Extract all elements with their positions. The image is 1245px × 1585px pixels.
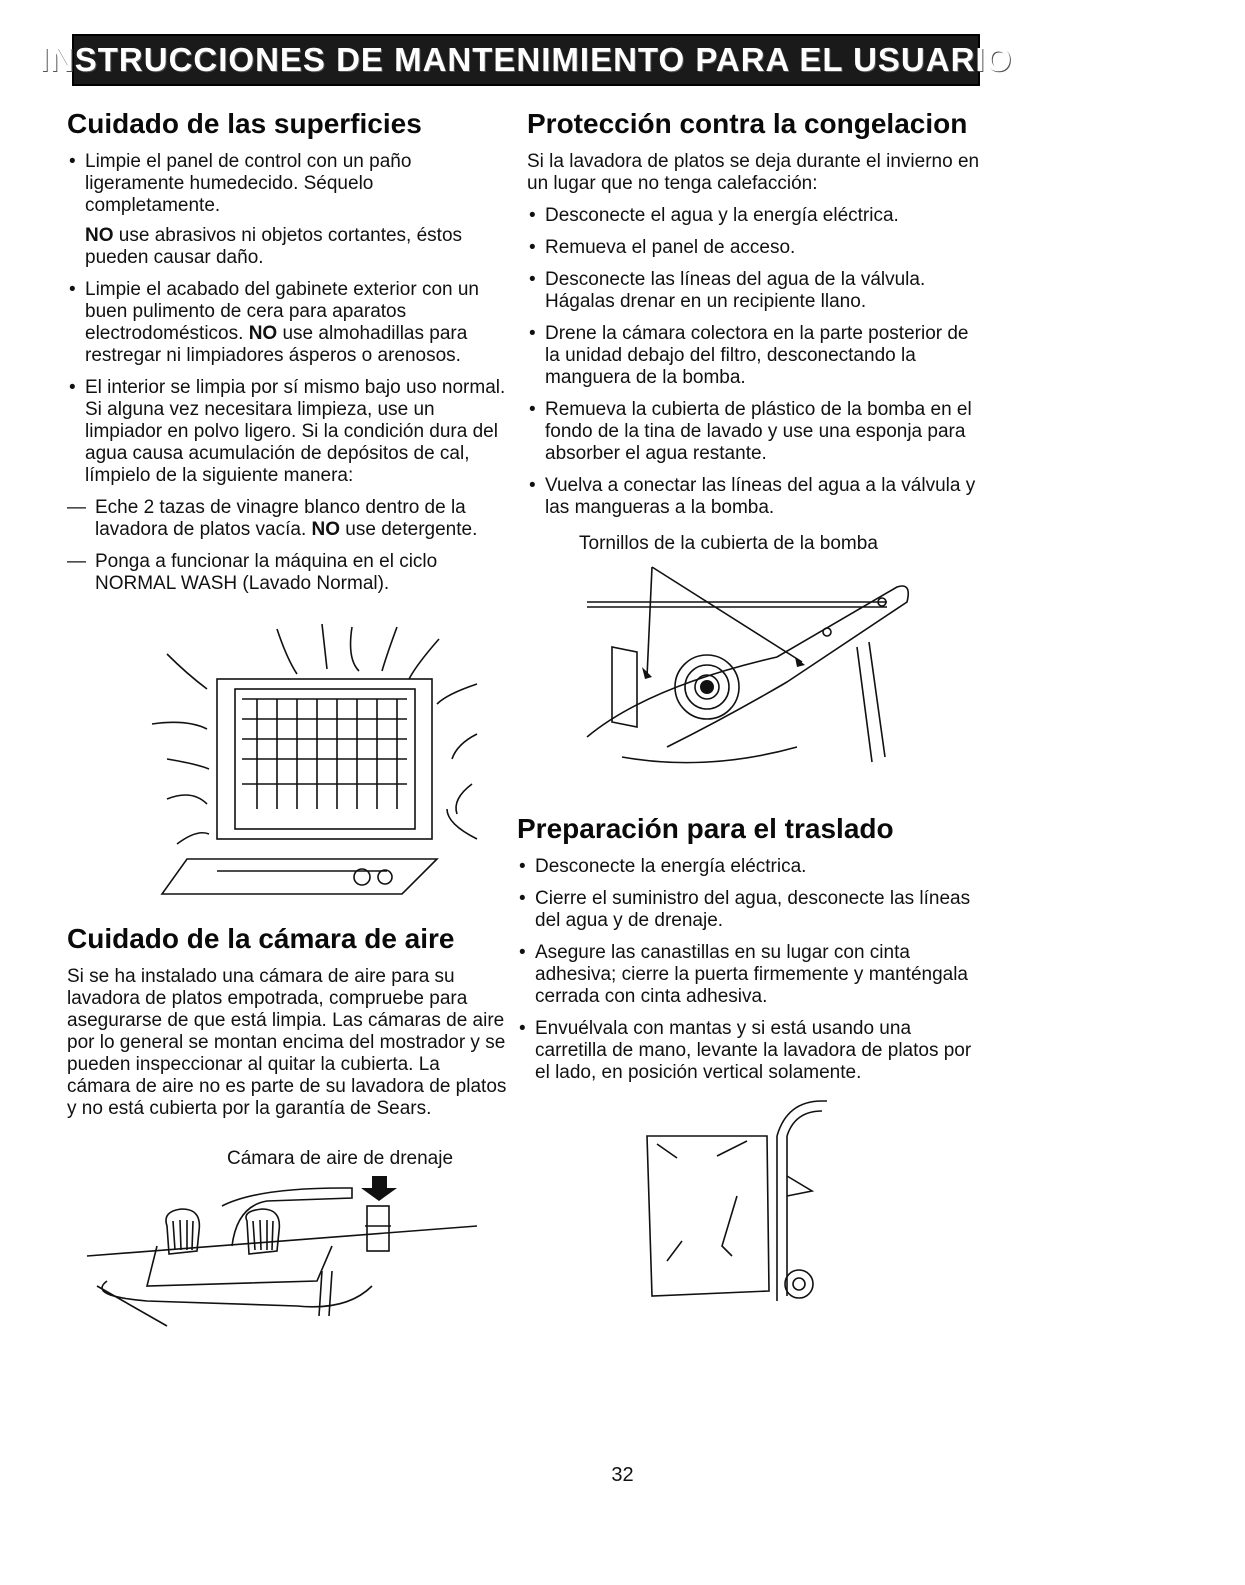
list-item: • Desconecte la energía eléctrica. <box>517 856 987 878</box>
right-column <box>517 106 987 1306</box>
list-item: • Envuélvala con mantas y si está usando una carretilla de mano, levante la lavadora de platos por el lado, en posición vertical solamente. <box>517 1018 987 1084</box>
freeze-protection-heading: Protección contra la congelacion <box>527 108 968 139</box>
list-item: • Desconecte el agua y la energía eléctrica. <box>527 205 987 227</box>
air-gap-caption: Cámara de aire de drenaje <box>227 1148 454 1169</box>
page-banner <box>39 34 1013 86</box>
dishwasher-illustration <box>147 609 567 909</box>
list-item: • Limpie el acabado del gabinete exterior con un buen pulimento de cera para aparatos electrodomésticos. NO use almohadillas para restregar ni limpiadores ásperos o arenosos. <box>67 279 507 367</box>
moving-prep-section <box>517 811 987 1084</box>
air-gap-section <box>67 921 507 1170</box>
list-item: • El interior se limpia por sí mismo bajo uso normal. Si alguna vez necesitara limpieza, use un limpiador en polvo ligero. Si la condición dura del agua causa acumulación de depósitos de cal, límpielo de la siguiente manera: <box>67 377 507 487</box>
freeze-protection-section <box>527 106 987 555</box>
dash-item: — Eche 2 tazas de vinagre blanco dentro de la lavadora de platos vacía. NO use detergente. <box>67 497 507 541</box>
moving-prep-list <box>517 856 987 1084</box>
cleaning-steps <box>67 497 507 595</box>
moving-prep-heading: Preparación para el traslado <box>517 813 894 844</box>
list-item: • Drene la cámara colectora en la parte posterior de la unidad debajo del filtro, desconectando la manguera de la bomba. <box>527 323 987 389</box>
freeze-protection-intro: Si la lavadora de platos se deja durante el invierno en un lugar que no tenga calefacción: <box>527 151 980 194</box>
air-gap-heading: Cuidado de la cámara de aire <box>67 923 455 954</box>
dash-item: — Ponga a funcionar la máquina en el ciclo NORMAL WASH (Lavado Normal). <box>67 551 507 595</box>
surface-care-heading: Cuidado de las superficies <box>67 108 422 139</box>
surface-care-list-cont <box>67 279 507 487</box>
surface-care-list <box>67 151 507 217</box>
hand-truck-illustration <box>637 1096 937 1306</box>
freeze-protection-list <box>527 205 987 519</box>
list-item: • Remueva la cubierta de plástico de la bomba en el fondo de la tina de lavado y use una esponja para absorber el agua restante. <box>527 399 987 465</box>
list-item: • Remueva el panel de acceso. <box>527 237 987 259</box>
pump-cover-caption: Tornillos de la cubierta de la bomba <box>579 533 878 554</box>
air-gap-body: Si se ha instalado una cámara de aire para su lavadora de platos empotrada, compruebe para asegurarse de que está limpia. Las cámaras de aire por lo general se montan encima del mostrador y se pueden inspeccionar al quitar la cubierta. La cámara de aire no es parte de su lavadora de platos y no está cubierta por la garantía de Sears. <box>67 966 507 1119</box>
list-item: • Cierre el suministro del agua, desconecte las líneas del agua y de drenaje. <box>517 888 987 932</box>
surface-care-section <box>67 106 507 595</box>
list-item: • Limpie el panel de control con un paño ligeramente humedecido. Séquelo completamente. <box>67 151 507 217</box>
page-number: 32 <box>611 1464 634 1486</box>
air-gap-illustration <box>67 1176 487 1336</box>
list-item: • Desconecte las líneas del agua de la válvula. Hágalas drenar en un recipiente llano. <box>527 269 987 313</box>
list-item: • Vuelva a conectar las líneas del agua a la válvula y las mangueras a la bomba. <box>527 475 987 519</box>
pump-cover-illustration <box>527 557 957 787</box>
banner-title: INSTRUCCIONES DE MANTENIMIENTO PARA EL USUARIO <box>39 41 1013 78</box>
warning-note: NO use abrasivos ni objetos cortantes, éstos pueden causar daño. <box>85 225 463 268</box>
list-item: • Asegure las canastillas en su lugar con cinta adhesiva; cierre la puerta firmemente y manténgala cerrada con cinta adhesiva. <box>517 942 987 1008</box>
left-column <box>67 106 507 1336</box>
